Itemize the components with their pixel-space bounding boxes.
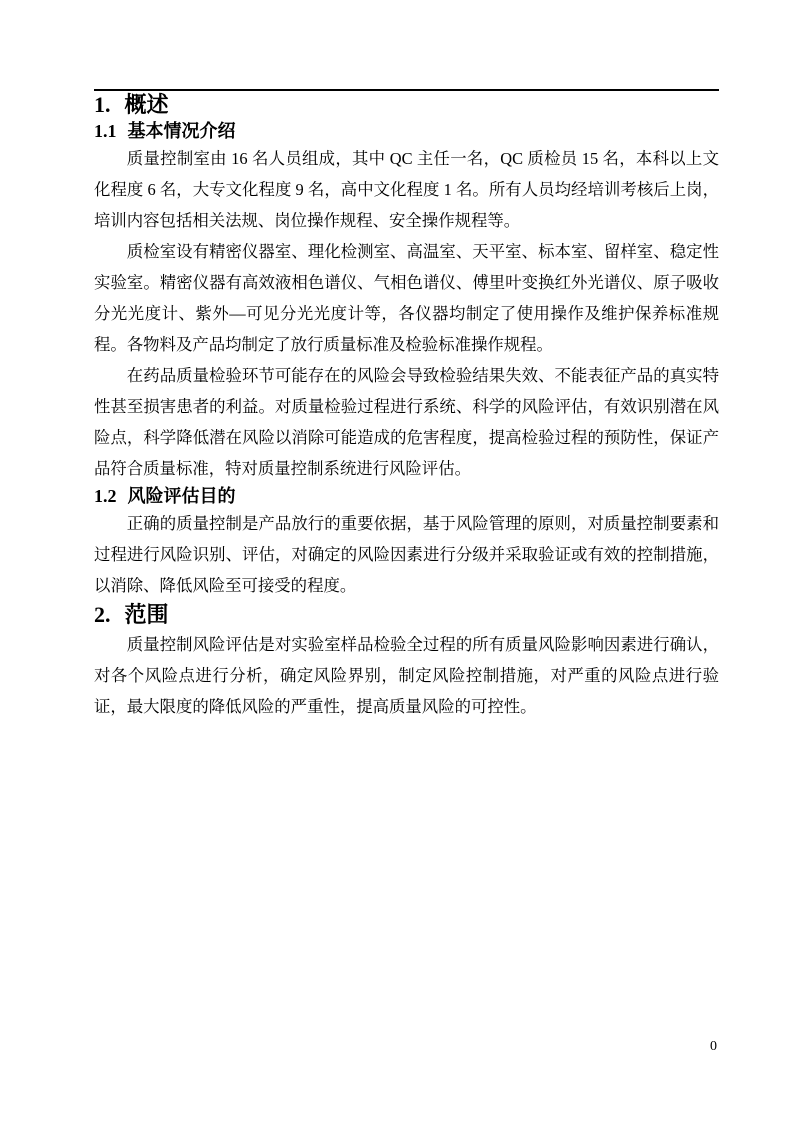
paragraph-lab-rooms-instruments: 质检室设有精密仪器室、理化检测室、高温室、天平室、标本室、留样室、稳定性实验室。精密仪器有高效液相色谱仪、气相色谱仪、傅里叶变换红外光谱仪、原子吸收分光光度计、紫外—可见分光光度计等，各仪器均制定了使用操作及维护保养标准规程。各物料及产品均制定了放行质量标准及检验标准操作规程。 [94, 242, 719, 354]
section-heading-overview [94, 91, 719, 119]
heading-title: 风险评估目的 [127, 486, 236, 506]
heading-title: 范围 [124, 602, 169, 627]
heading-number: 2. [94, 602, 111, 627]
section-heading-scope [94, 601, 719, 629]
paragraph-assessment-purpose: 正确的质量控制是产品放行的重要依据，基于风险管理的原则，对质量控制要素和过程进行风险识别、评估，对确定的风险因素进行分级并采取验证或有效的控制措施，以消除、降低风险至可接受的程度。 [94, 514, 719, 595]
heading-number: 1.2 [94, 486, 117, 506]
heading-title: 基本情况介绍 [127, 121, 236, 141]
document-content [94, 89, 719, 722]
heading-number: 1. [94, 92, 111, 117]
page-number: 0 [710, 1039, 717, 1054]
subsection-heading-basic-info [94, 119, 719, 143]
heading-title: 概述 [124, 92, 169, 117]
paragraph-staff-composition: 质量控制室由 16 名人员组成，其中 QC 主任一名，QC 质检员 15 名，本科以上文化程度 6 名，大专文化程度 9 名，高中文化程度 1 名。所有人员均经培训考核后上岗，培训内容包括相关法规、岗位操作规程、安全操作规程等。 [94, 149, 719, 230]
paragraph-risk-introduction: 在药品质量检验环节可能存在的风险会导致检验结果失效、不能表征产品的真实特性甚至损害患者的利益。对质量检验过程进行系统、科学的风险评估，有效识别潜在风险点，科学降低潜在风险以消除可能造成的危害程度，提高检验过程的预防性，保证产品符合质量标准，特对质量控制系统进行风险评估。 [94, 366, 719, 478]
subsection-heading-risk-purpose [94, 484, 719, 508]
paragraph-scope-description: 质量控制风险评估是对实验室样品检验全过程的所有质量风险影响因素进行确认，对各个风险点进行分析，确定风险界别，制定风险控制措施，对严重的风险点进行验证，最大限度的降低风险的严重性，提高质量风险的可控性。 [94, 635, 719, 716]
heading-number: 1.1 [94, 121, 117, 141]
